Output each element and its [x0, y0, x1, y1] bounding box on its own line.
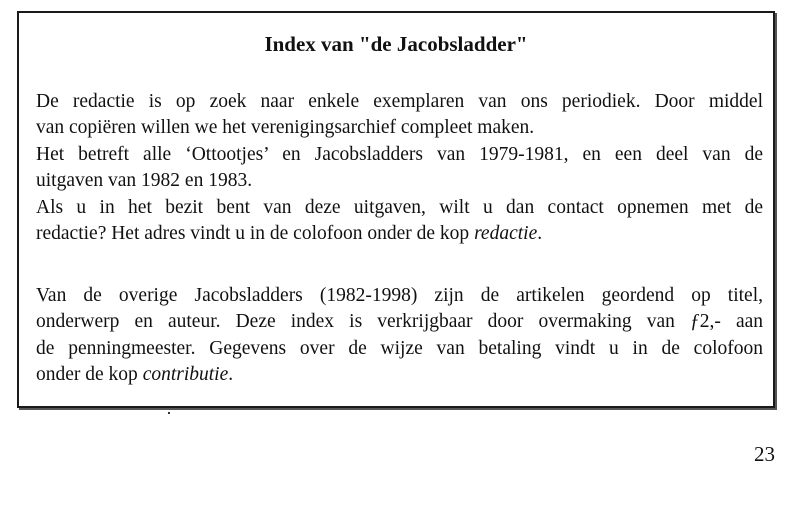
emphasis-contributie: contributie: [142, 364, 229, 386]
text-line-end: .: [228, 364, 234, 386]
text-line-end: aan: [735, 311, 763, 333]
text-line-with-price: [36, 309, 763, 335]
text-line: De redactie is op zoek naar enkele exemplaren van ons periodiek. Door middel: [36, 91, 763, 112]
text-line: Als u in het bezit bent van deze uitgaven, wilt u dan contact opnemen met de: [36, 196, 763, 218]
notice-box: [17, 11, 775, 408]
price-value: 2,-: [699, 311, 721, 333]
text-line: van copiëren willen we het verenigingsarchief compleet maken.: [36, 117, 535, 139]
page-number: 23: [754, 442, 775, 466]
text-line-end: .: [537, 223, 543, 245]
text-line-with-emphasis: [36, 362, 763, 388]
speck: [168, 412, 170, 414]
text-line-with-emphasis: [36, 221, 763, 247]
text-line: Het betreft alle ‘Ottootjes’ en Jacobsladders van 1979-1981, en een deel van de: [36, 143, 763, 165]
text-line-start: onder de kop: [36, 364, 143, 386]
guilder-symbol: ƒ: [689, 311, 700, 333]
text-line-start: onderwerp en auteur. Deze index is verkrijgbaar door overmaking van: [36, 311, 690, 333]
text-line: uitgaven van 1982 en 1983.: [36, 170, 253, 192]
text-line: Van de overige Jacobsladders (1982-1998) zijn de artikelen geordend op titel,: [36, 285, 763, 306]
paragraph-index-info: [36, 283, 763, 389]
notice-title: Index van "de Jacobsladder": [264, 32, 528, 56]
text-line-start: redactie? Het adres vindt u in de colofoon onder de kop: [36, 223, 475, 245]
emphasis-redactie: redactie: [474, 223, 538, 245]
text-line: de penningmeester. Gegevens over de wijze van betaling vindt u in de colofoon: [36, 337, 763, 359]
paragraph-request-copies: [36, 89, 763, 247]
